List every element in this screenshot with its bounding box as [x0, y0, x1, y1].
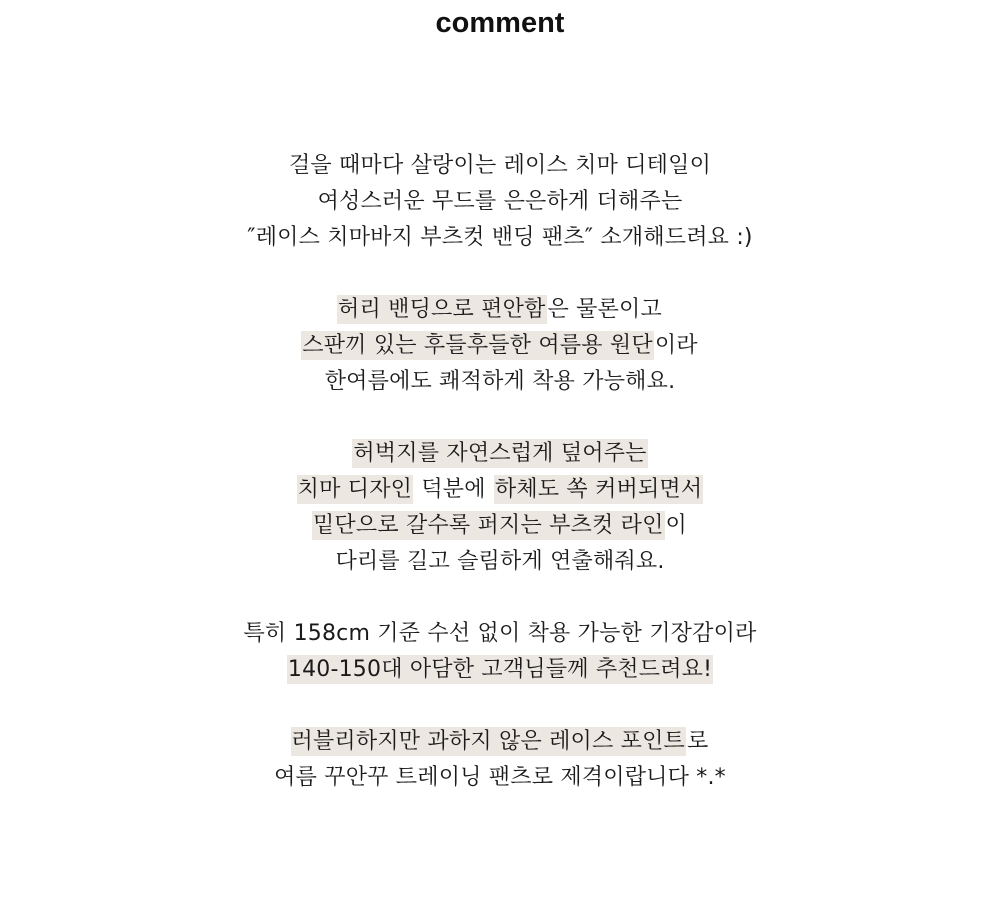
comment-line	[0, 544, 1000, 580]
highlighted-text: 치마 디자인	[297, 477, 413, 502]
highlighted-text: 하체도 쏙 커버되면서	[494, 477, 703, 502]
comment-text: 로	[687, 729, 709, 754]
comment-text: 덕분에	[414, 477, 493, 502]
comment-line	[0, 436, 1000, 472]
comment-line	[0, 364, 1000, 400]
comment-text: 여성스러운 무드를 은은하게 더해주는	[317, 189, 683, 214]
comment-text: 특히 158cm 기준 수선 없이 착용 가능한 기장감이라	[243, 621, 757, 646]
comment-line	[0, 292, 1000, 328]
comment-line	[0, 652, 1000, 688]
comment-line	[0, 760, 1000, 796]
page-title: comment	[435, 7, 565, 39]
highlighted-text: 스판끼 있는 후들후들한 여름용 원단	[302, 333, 653, 358]
comment-paragraph	[0, 436, 1000, 580]
comment-text: 한여름에도 쾌적하게 착용 가능해요.	[324, 369, 676, 394]
comment-line	[0, 472, 1000, 508]
comment-text: 이	[665, 513, 687, 538]
comment-line	[0, 508, 1000, 544]
comment-text: 걸을 때마다 살랑이는 레이스 치마 디테일이	[288, 153, 712, 178]
comment-text: 여름 꾸안꾸 트레이닝 팬츠로 제격이랍니다 *.*	[274, 765, 726, 790]
comment-body	[0, 148, 1000, 796]
comment-paragraph	[0, 616, 1000, 688]
highlighted-text: 밑단으로 갈수록 퍼지는 부츠컷 라인	[312, 513, 664, 538]
comment-text: 다리를 길고 슬림하게 연출해줘요.	[335, 549, 665, 574]
highlighted-text: 러블리하지만 과하지 않은 레이스 포인트	[291, 729, 685, 754]
highlighted-text: 140-150대 아담한 고객님들께 추천드려요!	[287, 657, 713, 682]
comment-line	[0, 616, 1000, 652]
comment-line	[0, 724, 1000, 760]
comment-text: 이라	[654, 333, 698, 358]
comment-text: 은 물론이고	[547, 297, 662, 322]
comment-paragraph	[0, 724, 1000, 796]
comment-line	[0, 184, 1000, 220]
comment-line	[0, 328, 1000, 364]
highlighted-text: 허리 밴딩으로 편안함	[338, 297, 546, 322]
comment-line	[0, 220, 1000, 256]
comment-text: ″레이스 치마바지 부츠컷 밴딩 팬츠″ 소개해드려요 :)	[247, 225, 753, 250]
comment-line	[0, 148, 1000, 184]
comment-paragraph	[0, 292, 1000, 400]
highlighted-text: 허벅지를 자연스럽게 덮어주는	[353, 441, 647, 466]
comment-paragraph	[0, 148, 1000, 256]
